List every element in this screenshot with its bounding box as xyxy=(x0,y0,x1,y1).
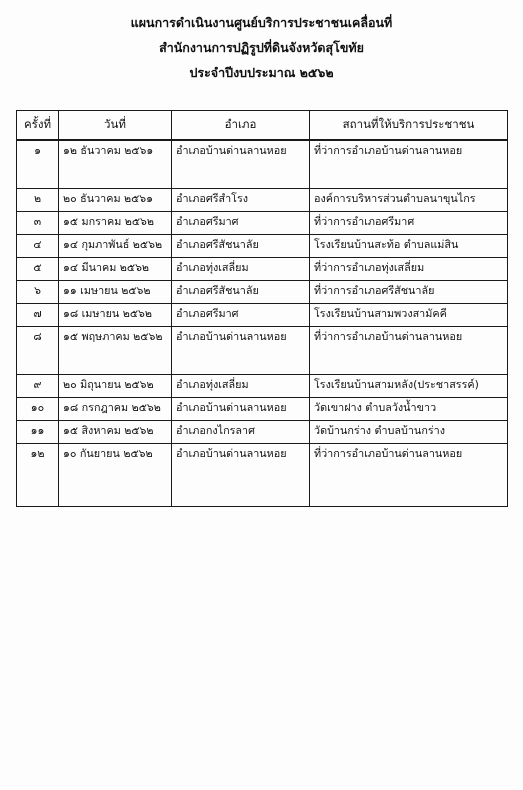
table-row xyxy=(17,443,508,506)
cell-date: ๑๒ ธันวาคม ๒๕๖๑ xyxy=(59,140,172,188)
schedule-table xyxy=(16,110,508,507)
cell-place: ที่ว่าการอำเภอศรีสัชนาลัย xyxy=(310,280,508,303)
cell-district: อำเภอศรีมาศ xyxy=(172,303,310,326)
cell-place: ที่ว่าการอำเภอบ้านด่านลานหอย xyxy=(310,326,508,374)
cell-no: ๓ xyxy=(17,211,59,234)
column-header-date: วันที่ xyxy=(59,111,172,141)
doc-title-line-2: สำนักงานการปฏิรูปที่ดินจังหวัดสุโขทัย xyxy=(159,40,364,55)
table-row xyxy=(17,280,508,303)
cell-district: อำเภอศรีมาศ xyxy=(172,211,310,234)
cell-no: ๖ xyxy=(17,280,59,303)
cell-district: อำเภอกงไกรลาศ xyxy=(172,420,310,443)
cell-district: อำเภอศรีสำโรง xyxy=(172,188,310,211)
cell-date: ๑๐ กันยายน ๒๕๖๒ xyxy=(59,443,172,506)
cell-district: อำเภอบ้านด่านลานหอย xyxy=(172,326,310,374)
cell-place: ที่ว่าการอำเภอบ้านด่านลานหอย xyxy=(310,443,508,506)
cell-no: ๔ xyxy=(17,234,59,257)
cell-date: ๑๕ มกราคม ๒๕๖๒ xyxy=(59,211,172,234)
cell-no: ๙ xyxy=(17,374,59,397)
table-row xyxy=(17,140,508,188)
cell-date: ๑๘ กรกฎาคม ๒๕๖๒ xyxy=(59,397,172,420)
cell-date: ๑๕ พฤษภาคม ๒๕๖๒ xyxy=(59,326,172,374)
cell-district: อำเภอบ้านด่านลานหอย xyxy=(172,140,310,188)
table-row xyxy=(17,188,508,211)
cell-date: ๑๑ เมษายน ๒๕๖๒ xyxy=(59,280,172,303)
cell-no: ๒ xyxy=(17,188,59,211)
cell-place: วัดบ้านกร่าง ตำบลบ้านกร่าง xyxy=(310,420,508,443)
doc-title-line-3: ประจำปีงบประมาณ ๒๕๖๒ xyxy=(189,65,334,80)
doc-title-line-1: แผนการดำเนินงานศูนย์บริการประชาชนเคลื่อนที่ xyxy=(130,15,393,30)
table-row xyxy=(17,234,508,257)
cell-place: โรงเรียนบ้านสามพวงสามัคคี xyxy=(310,303,508,326)
cell-district: อำเภอศรีสัชนาลัย xyxy=(172,280,310,303)
cell-place: โรงเรียนบ้านสามหลัง(ประชาสรรค์) xyxy=(310,374,508,397)
cell-no: ๕ xyxy=(17,257,59,280)
cell-place: โรงเรียนบ้านสะท้อ ตำบลแม่สิน xyxy=(310,234,508,257)
table-row xyxy=(17,397,508,420)
table-row xyxy=(17,303,508,326)
cell-district: อำเภอทุ่งเสลี่ยม xyxy=(172,257,310,280)
cell-place: ที่ว่าการอำเภอศรีมาศ xyxy=(310,211,508,234)
cell-date: ๒๐ ธันวาคม ๒๕๖๑ xyxy=(59,188,172,211)
column-header-district: อำเภอ xyxy=(172,111,310,141)
cell-place: ที่ว่าการอำเภอบ้านด่านลานหอย xyxy=(310,140,508,188)
cell-no: ๑๐ xyxy=(17,397,59,420)
cell-date: ๑๕ สิงหาคม ๒๕๖๒ xyxy=(59,420,172,443)
column-header-place: สถานที่ให้บริการประชาชน xyxy=(310,111,508,141)
cell-no: ๑๒ xyxy=(17,443,59,506)
cell-place: ที่ว่าการอำเภอทุ่งเสลี่ยม xyxy=(310,257,508,280)
table-header-row xyxy=(17,111,508,141)
cell-district: อำเภอบ้านด่านลานหอย xyxy=(172,443,310,506)
cell-date: ๑๔ กุมภาพันธ์ ๒๕๖๒ xyxy=(59,234,172,257)
cell-place: องค์การบริหารส่วนตำบลนาขุนไกร xyxy=(310,188,508,211)
table-row xyxy=(17,211,508,234)
cell-date: ๑๘ เมษายน ๒๕๖๒ xyxy=(59,303,172,326)
cell-date: ๒๐ มิถุนายน ๒๕๖๒ xyxy=(59,374,172,397)
table-row xyxy=(17,420,508,443)
cell-no: ๘ xyxy=(17,326,59,374)
table-row xyxy=(17,326,508,374)
cell-date: ๑๔ มีนาคม ๒๕๖๒ xyxy=(59,257,172,280)
table-row xyxy=(17,257,508,280)
table-row xyxy=(17,374,508,397)
cell-no: ๑๑ xyxy=(17,420,59,443)
cell-no: ๑ xyxy=(17,140,59,188)
cell-district: อำเภอบ้านด่านลานหอย xyxy=(172,397,310,420)
cell-no: ๗ xyxy=(17,303,59,326)
column-header-no: ครั้งที่ xyxy=(17,111,59,141)
cell-district: อำเภอทุ่งเสลี่ยม xyxy=(172,374,310,397)
cell-district: อำเภอศรีสัชนาลัย xyxy=(172,234,310,257)
cell-place: วัดเขาฝาง ตำบลวังน้ำขาว xyxy=(310,397,508,420)
